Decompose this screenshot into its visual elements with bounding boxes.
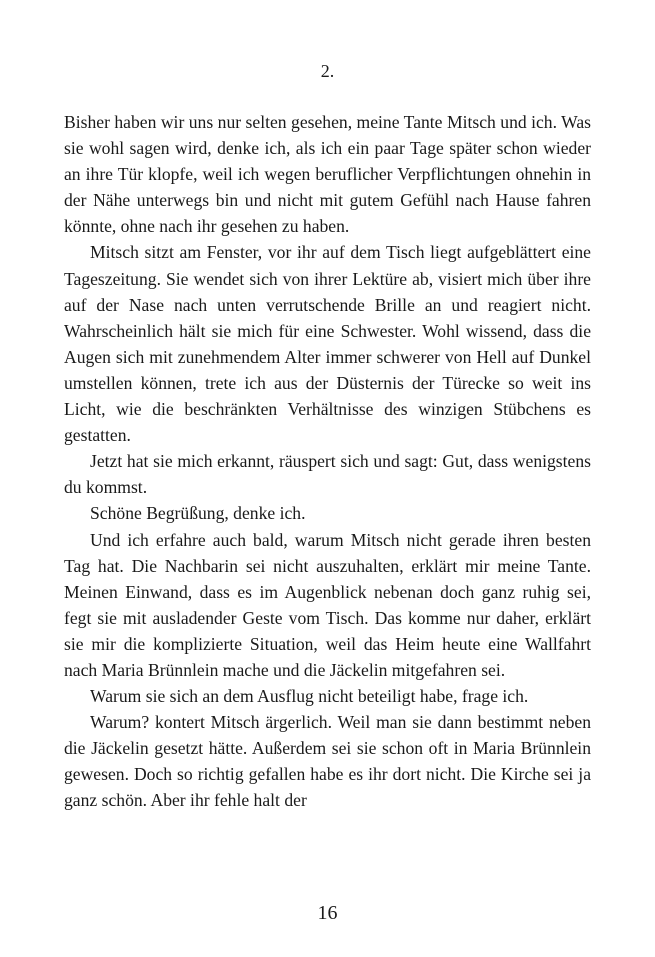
- paragraph: Mitsch sitzt am Fenster, vor ihr auf dem Tisch liegt aufgeblättert eine Tageszeitung. Sie wendet sich von ihrer Lektüre ab, visiert mich über ihre auf der Nase nach unten verrutschende Brille an und reagiert nicht. Wahrscheinlich hält sie mich für eine Schwester. Wohl wissend, dass die Augen sich mit zunehmendem Alter immer schwerer von Hell auf Dunkel umstellen können, trete ich aus der Düsternis der Türecke so weit ins Licht, wie die beschränkten Verhältnisse des winzigen Stübchens es gestatten.: [64, 242, 591, 446]
- paragraph: Warum? kontert Mitsch ärgerlich. Weil man sie dann bestimmt neben die Jäckelin gesetzt hätte. Außerdem sei sie schon oft in Maria Brünnlein gewesen. Doch so richtig gefallen habe es ihr dort nicht. Die Kirche sei ja ganz schön. Aber ihr fehle halt der: [64, 712, 591, 811]
- page-number: 16: [317, 902, 338, 924]
- paragraph: Jetzt hat sie mich erkannt, räuspert sich und sagt: Gut, dass wenigstens du kommst.: [64, 451, 591, 498]
- paragraph: Bisher haben wir uns nur selten gesehen, meine Tante Mitsch und ich. Was sie wohl sagen wird, denke ich, als ich ein paar Tage später schon wieder an ihre Tür klopfe, weil ich wegen beruflicher Verpflichtungen ohnehin in der Nähe unterwegs bin und nicht mit gutem Gefühl nach Hause fahren könnte, ohne nach ihr gesehen zu haben.: [64, 112, 591, 237]
- paragraph: Warum sie sich an dem Ausflug nicht beteiligt habe, frage ich.: [90, 686, 529, 707]
- paragraph: Schöne Begrüßung, denke ich.: [90, 503, 306, 524]
- chapter-number: 2.: [320, 61, 335, 81]
- paragraph: Und ich erfahre auch bald, warum Mitsch nicht gerade ihren besten Tag hat. Die Nachbarin sei nicht auszuhalten, erklärt mir meine Tante. Meinen Einwand, dass es im Augenblick nebenan doch ganz ruhig sei, fegt sie mit ausladender Geste vom Tisch. Das komme nur daher, erklärt sie mir die komplizierte Situation, weil das Heim heute eine Wallfahrt nach Maria Brünnlein mache und die Jäckelin mitgefahren sei.: [64, 529, 591, 680]
- body-text: [64, 109, 591, 814]
